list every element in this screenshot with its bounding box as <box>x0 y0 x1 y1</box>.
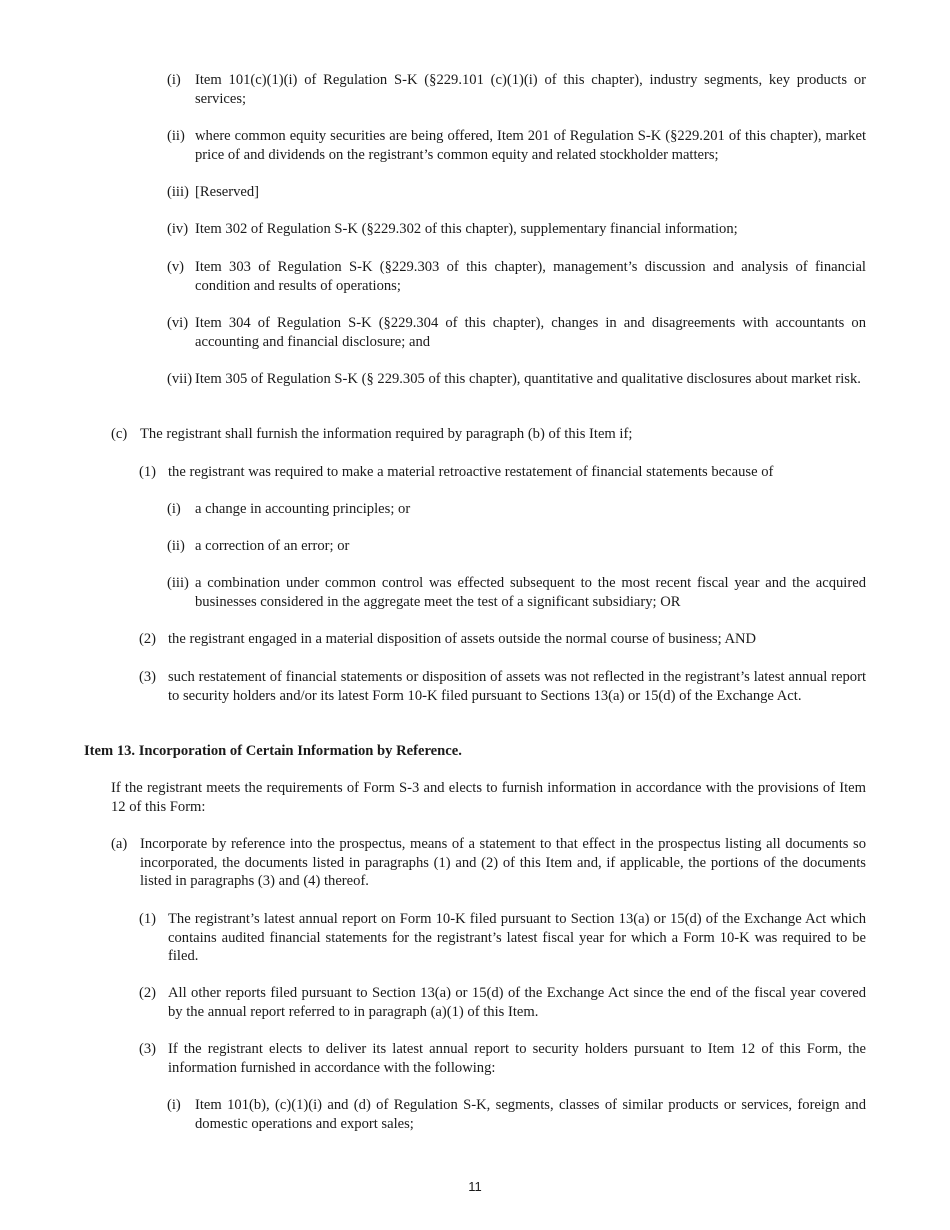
section-intro: If the registrant meets the requirements of Form S-3 and elects to furnish information in accordance with the provisions of Item 12 of this Form: <box>111 780 866 815</box>
a-item-1 <box>139 910 866 966</box>
section-heading: Item 13. Incorporation of Certain Information by Reference. <box>84 743 462 759</box>
list-item-iii <box>167 183 866 202</box>
item-label: (c) <box>111 426 128 442</box>
item-text: Item 303 of Regulation S-K (§229.303 of this chapter), management’s discussion and analysis of financial condition and results of operations; <box>195 259 866 294</box>
item-text: such restatement of financial statements or disposition of assets was not reflected in the registrant’s latest annual report to security holders and/or its latest Form 10-K filed pursuant to Sections 13(a) or 15(d) of the Exchange Act. <box>168 669 866 704</box>
item-label: (2) <box>139 631 157 647</box>
item-text: Item 101(b), (c)(1)(i) and (d) of Regulation S-K, segments, classes of similar products or services, foreign and domestic operations and export sales; <box>195 1097 866 1132</box>
item-label: (i) <box>167 1097 181 1113</box>
item-label: (3) <box>139 669 157 685</box>
paragraph-c <box>111 425 866 444</box>
a-item-2 <box>139 984 866 1021</box>
c-item-3 <box>139 668 866 705</box>
paragraph-a <box>111 835 866 891</box>
item-label: (1) <box>139 911 157 927</box>
item-text: If the registrant elects to deliver its latest annual report to security holders pursuant to Item 12 of this Form, the information furnished in accordance with the following: <box>168 1041 866 1076</box>
item-label: (iii) <box>167 184 189 200</box>
list-item-i <box>167 71 866 108</box>
c-item-1-i <box>167 500 866 519</box>
item-label: (ii) <box>167 538 185 554</box>
item-text: All other reports filed pursuant to Section 13(a) or 15(d) of the Exchange Act since the end of the fiscal year covered by the annual report referred to in paragraph (a)(1) of this Item. <box>168 985 866 1020</box>
item-text: a combination under common control was effected subsequent to the most recent fiscal year and the acquired businesses considered in the aggregate meet the test of a significant subsidiary; OR <box>195 575 866 610</box>
a-item-3 <box>139 1040 866 1077</box>
item-label: (1) <box>139 464 157 480</box>
item-text: Item 302 of Regulation S-K (§229.302 of this chapter), supplementary financial information; <box>195 221 738 237</box>
item-text: Item 101(c)(1)(i) of Regulation S-K (§229.101 (c)(1)(i) of this chapter), industry segments, key products or services; <box>195 72 866 107</box>
item-text: The registrant shall furnish the information required by paragraph (b) of this Item if; <box>140 426 633 442</box>
list-item-ii <box>167 127 866 164</box>
item-label: (2) <box>139 985 157 1001</box>
item-label: (i) <box>167 501 181 517</box>
list-item-vi <box>167 314 866 351</box>
c-item-2 <box>139 630 866 649</box>
item-label: (vii) <box>167 371 193 387</box>
a-item-3-i <box>167 1096 866 1133</box>
c-item-1-ii <box>167 537 866 556</box>
item-text: a correction of an error; or <box>195 538 350 554</box>
item-text: Item 304 of Regulation S-K (§229.304 of this chapter), changes in and disagreements with accountants on accounting and financial disclosure; and <box>195 315 866 350</box>
item-text: a change in accounting principles; or <box>195 501 411 517</box>
item-text: [Reserved] <box>195 184 260 200</box>
item-label: (a) <box>111 836 128 852</box>
list-item-v <box>167 258 866 295</box>
item-label: (ii) <box>167 128 185 144</box>
item-text: The registrant’s latest annual report on Form 10-K filed pursuant to Section 13(a) or 15(d) of the Exchange Act which contains audited financial statements for the registrant’s latest fiscal year for which a Form 10-K was required to be filed. <box>168 911 866 965</box>
page-number: 11 <box>468 1179 482 1194</box>
item-label: (vi) <box>167 315 189 331</box>
item-text: the registrant engaged in a material disposition of assets outside the normal course of business; AND <box>168 631 757 647</box>
item-text: where common equity securities are being offered, Item 201 of Regulation S-K (§229.201 of this chapter), market price of and dividends on the registrant’s common equity and related stockholder matters; <box>195 128 866 163</box>
item-text: Item 305 of Regulation S-K (§ 229.305 of this chapter), quantitative and qualitative disclosures about market risk. <box>195 371 861 387</box>
item-label: (i) <box>167 72 181 88</box>
item-label: (v) <box>167 259 185 275</box>
c-item-1 <box>139 463 866 482</box>
item-label: (iv) <box>167 221 189 237</box>
item-text: Incorporate by reference into the prospectus, means of a statement to that effect in the prospectus listing all documents so incorporated, the documents listed in paragraphs (1) and (2) of this Item and, if applicable, the portions of the documents listed in paragraphs (3) and (4) thereof. <box>140 836 866 890</box>
item-label: (iii) <box>167 575 189 591</box>
item-label: (3) <box>139 1041 157 1057</box>
c-item-1-iii <box>167 574 866 611</box>
list-item-vii <box>167 370 866 389</box>
list-item-iv <box>167 220 866 239</box>
item-text: the registrant was required to make a material retroactive restatement of financial statements because of <box>168 464 774 480</box>
